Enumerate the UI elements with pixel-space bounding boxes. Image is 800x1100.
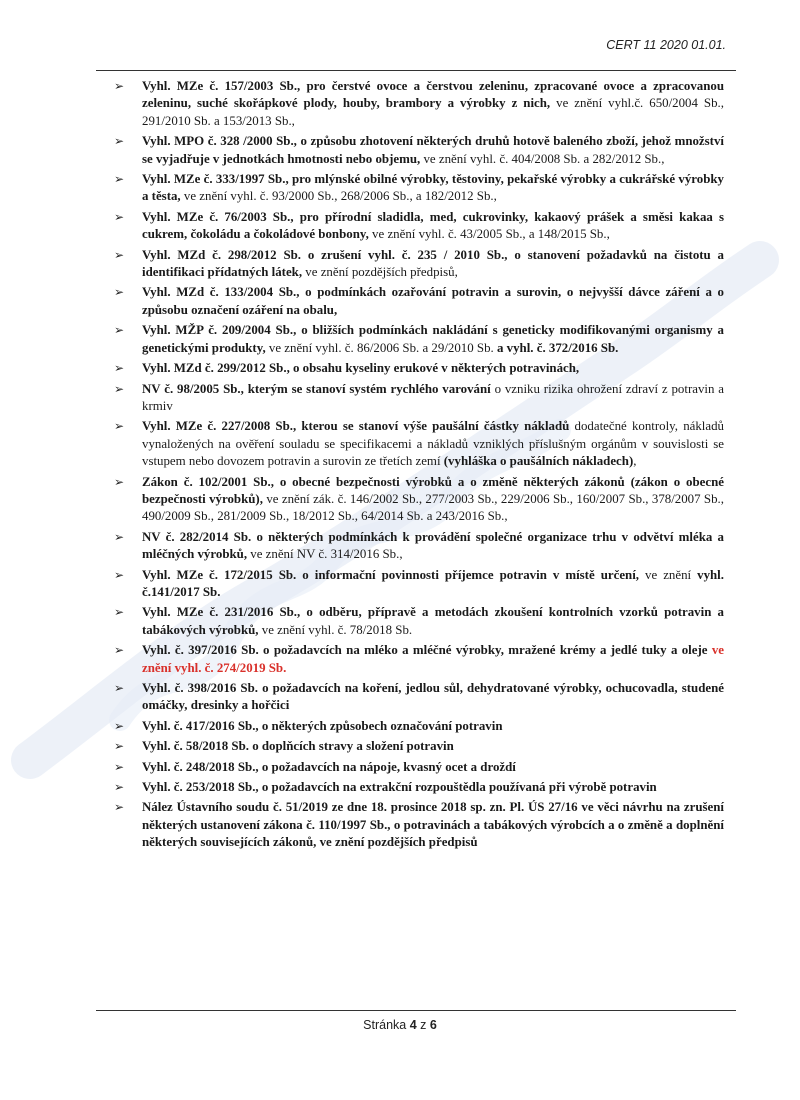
item-bold-title: Vyhl. č. 253/2018 Sb., o požadavcích na extrakční rozpouštědla používaná při výrobě potravin [142,780,657,795]
arrow-bullet-icon: ➢ [114,285,125,300]
item-bold-title: Vyhl. č. 417/2016 Sb., o některých způsobech označování potravin [142,718,503,733]
item-amendments: ve znění zák. č. 146/2002 Sb., 277/2003 Sb., 229/2006 Sb., 160/2007 Sb., 378/2007 Sb., 490/2009 Sb., 281/2009 Sb., 18/2012 Sb., 64/2014 Sb. a 243/2016 Sb., [142,491,724,524]
list-item [112,567,724,602]
item-amendments: ve znění vyhl. č. 86/2006 Sb. a 29/2010 Sb. [265,340,497,355]
item-amendments: ve znění vyhl.č. 650/2004 Sb., 291/2010 Sb. a 153/2013 Sb., [142,96,724,128]
page-current: 4 [409,1018,417,1032]
item-bold-title: Vyhl. č. 398/2016 Sb. o požadavcích na koření, jedlou sůl, dehydratované výrobky, ochucovadla, studené omáčky, dresinky a hořčici [142,681,724,713]
arrow-bullet-icon: ➢ [114,681,125,695]
item-amendments: ve znění [639,567,698,582]
list-item [112,284,724,319]
item-bold-title: Vyhl. MZe č. 76/2003 Sb., pro přírodní sladidla, med, cukrovinky, kakaový prášek a směsi kakaa s cukrem, čokoládu a čokoládové bonbony, [142,209,724,242]
item-bold-title: Vyhl. MZe č. 333/1997 Sb., pro mlýnské obilné výrobky, těstoviny, pekařské výrobky a cukrářské výrobky a těsta, [142,172,724,204]
item-bold-title: Vyhl. MZd č. 133/2004 Sb., o podmínkách ozařování potravin a surovin, o nejvyšší dávce záření a o způsobu označení ozáření na obalu, [142,285,724,317]
arrow-bullet-icon: ➢ [114,759,125,774]
item-bold-title: Vyhl. č. 397/2016 Sb. o požadavcích na mléko a mléčné výrobky, mražené krémy a jedlé tuky a oleje [142,643,712,658]
arrow-bullet-icon: ➢ [114,134,125,149]
item-bold-title: Vyhl. MŽP č. 209/2004 Sb., o bližších podmínkách nakládání s geneticky modifikovanými organismy a genetickými produkty, [142,323,724,355]
arrow-bullet-icon: ➢ [114,567,125,582]
list-item [112,642,724,677]
arrow-bullet-icon: ➢ [114,800,125,815]
list-item [112,133,724,168]
list-item [112,171,724,206]
list-item [112,78,724,130]
item-bold-title: Vyhl. MZe č. 172/2015 Sb. o informační povinnosti příjemce potravin v místě určení, [142,567,640,582]
arrow-bullet-icon: ➢ [114,780,125,795]
arrow-bullet-icon: ➢ [114,643,125,658]
arrow-bullet-icon: ➢ [114,172,125,187]
footer-rule [96,1010,736,1011]
item-highlight: ve znění vyhl. č. 274/2019 Sb. [142,643,724,675]
list-item [112,799,724,851]
item-amendments: o vzniku rizika ohrožení zdraví z potravin a krmiv [142,381,724,413]
list-item [112,381,724,416]
item-tail-punct: , [633,454,637,469]
list-item [112,247,724,282]
page-number [0,1018,800,1032]
item-bold-title: NV č. 98/2005 Sb., kterým se stanoví systém rychlého varování [142,381,491,396]
list-item [112,779,724,796]
list-item [112,418,724,470]
arrow-bullet-icon: ➢ [114,247,125,262]
list-item [112,680,724,715]
item-bold-title: Vyhl. MPO č. 328 /2000 Sb., o způsobu zhotovení některých druhů hotově baleného zboží, jehož množství se vyjadřuje v jednotkách hmotnosti nebo objemu, [142,134,724,166]
item-bold-title: Vyhl. č. 248/2018 Sb., o požadavcích na nápoje, kvasný ocet a droždí [142,759,516,774]
item-bold-title: Vyhl. MZe č. 231/2016 Sb., o odběru, přípravě a metodách zkoušení kontrolních vzorků potravin a tabákových výrobků, [142,605,724,637]
item-amendments: ve znění NV č. 314/2016 Sb., [247,547,403,562]
item-bold-tail: a vyhl. č. 372/2016 Sb. [496,340,619,355]
item-bold-title: Nález Ústavního soudu č. 51/2019 ze dne 18. prosince 2018 sp. zn. Pl. ÚS 27/16 ve věci návrhu na zrušení některých ustanovení zákona č. 110/1997 Sb., o potravinách a tabákových výrobcích a o změně a doplnění některých souvisejících zákonů, ve znění pozdějších předpisů [142,800,724,850]
item-amendments: ve znění vyhl. č. 404/2008 Sb. a 282/2012 Sb., [420,151,665,166]
list-item [112,604,724,639]
page-of: z [416,1018,430,1032]
item-bold-tail: vyhl. č.141/2017 Sb. [142,567,724,599]
list-item [112,529,724,564]
arrow-bullet-icon: ➢ [114,381,125,396]
arrow-bullet-icon: ➢ [114,474,125,489]
arrow-bullet-icon: ➢ [114,529,125,544]
item-amendments: ve znění vyhl. č. 93/2000 Sb., 268/2006 Sb., a 182/2012 Sb., [180,189,497,204]
list-item [112,322,724,357]
item-bold-title: Vyhl. MZd č. 298/2012 Sb. o zrušení vyhl. č. 235 / 2010 Sb., o stanovení požadavků na čistotu a identifikaci přídatných látek, [142,247,724,280]
arrow-bullet-icon: ➢ [114,718,125,733]
item-bold-title: Vyhl. č. 58/2018 Sb. o doplňcích stravy a složení potravin [142,739,454,754]
arrow-bullet-icon: ➢ [114,361,125,376]
arrow-bullet-icon: ➢ [114,739,125,754]
header-rule [96,70,736,71]
arrow-bullet-icon: ➢ [114,323,125,338]
list-item [112,718,724,735]
item-bold-tail: (vyhláška o paušálních nákladech) [443,454,634,469]
arrow-bullet-icon: ➢ [114,419,125,434]
item-amendments: dodatečné kontroly, nákladů vynaložených na ověření souladu se specifikacemi a nákladů vzniklých příslušným orgánům v souvislosti se vstupem nebo dovozem potravin a surovin ze třetích zemí [142,419,724,469]
legislation-list [112,78,724,855]
list-item [112,474,724,526]
list-item [112,209,724,244]
page-total: 6 [429,1018,437,1032]
list-item [112,738,724,755]
list-item [112,759,724,776]
page-prefix: Stránka [363,1018,410,1032]
list-item [112,360,724,377]
item-bold-title: Zákon č. 102/2001 Sb., o obecné bezpečnosti výrobků a o změně některých zákonů (zákon o obecné bezpečnosti výrobků), [142,474,724,506]
arrow-bullet-icon: ➢ [114,209,125,224]
arrow-bullet-icon: ➢ [114,79,125,93]
item-bold-title: Vyhl. MZd č. 299/2012 Sb., o obsahu kyseliny erukové v některých potravinách, [142,361,580,376]
document-code: CERT 11 2020 01.01. [606,38,726,52]
item-bold-title: Vyhl. MZe č. 157/2003 Sb., pro čerstvé ovoce a čerstvou zeleninu, zpracované ovoce a zpracovanou zeleninu, suché skořápkové plody, houby, brambory a výrobky z nich, [142,79,724,111]
item-bold-title: NV č. 282/2014 Sb. o některých podmínkách k provádění společné organizace trhu v odvětví mléka a mléčných výrobků, [142,529,724,562]
item-bold-title: Vyhl. MZe č. 227/2008 Sb., kterou se stanoví výše paušální částky nákladů [142,419,570,434]
item-amendments: ve znění vyhl. č. 78/2018 Sb. [258,622,413,637]
item-amendments: ve znění pozdějších předpisů, [302,265,458,280]
item-amendments: ve znění vyhl. č. 43/2005 Sb., a 148/2015 Sb., [368,227,610,242]
arrow-bullet-icon: ➢ [114,605,125,620]
